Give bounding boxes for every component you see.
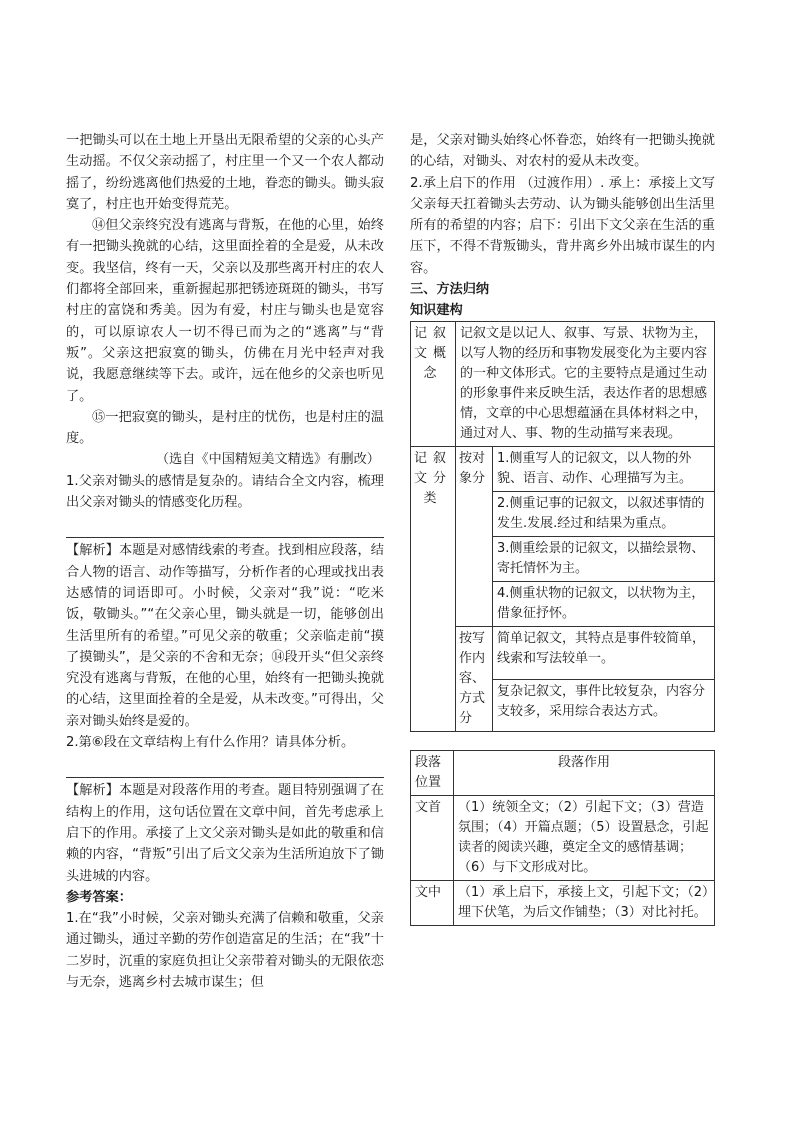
section-heading: 三、方法归纳 (410, 282, 490, 298)
divider (66, 537, 384, 538)
paragraph-continued: 一把锄头可以在土地上开垦出无限希望的父亲的心头产生动摇。不仅父亲动摇了，村庄里一个又一个农人都动摇了，纷纷逃离他们热爱的土地，眷恋的锄头。锄头寂寞了，村庄也开始变得荒芜。 (66, 133, 384, 212)
question-1: 1.父亲对锄头的感情是复杂的。请结合全文内容，梳理出父亲对锄头的情感变化历程。 (66, 473, 384, 511)
table-cell: 4.侧重状物的记叙文，以状物为主，借象征抒怀。 (493, 582, 715, 627)
table-cell: 复杂记叙文，事件比较复杂，内容分支较多，采用综合表达方式。 (493, 679, 715, 732)
right-column (410, 130, 715, 926)
analysis-2: 【解析】本题是对段落作用的考查。题目特别强调了在结构上的作用，这句话位置在文章中间，首先考虑承上启下的作用。承接了上文父亲对锄头是如此的敬重和信赖的内容，“背叛”引出了后文父亲为生活所迫放下了锄头进城的内容。 (66, 783, 384, 884)
paragraph-function-table (410, 750, 715, 926)
classification-label: 记叙文分类 (411, 447, 456, 732)
table-row (411, 627, 715, 680)
table-cell: 文首 (411, 796, 454, 881)
answer-2: 2.承上启下的作用 （过渡作用）. 承上：承接上文写父亲每天扛着锄头去劳动、认为锄头能够创出生活里所有的希望的内容；启下：引出下文父亲在生活的重压下，不得不背叛锄头，背井离乡外出城市谋生的内容。 (410, 175, 715, 276)
table-cell: 简单记叙文，其特点是事件较简单，线索和写法较单一。 (493, 627, 715, 680)
table-row (411, 322, 715, 447)
table-row (411, 796, 715, 881)
table-row (411, 447, 715, 492)
left-column (66, 130, 384, 993)
spacer (66, 513, 384, 531)
table-row (411, 881, 715, 926)
answer-1: 1.在“我”小时候，父亲对锄头充满了信赖和敬重，父亲通过锄头，通过辛勤的劳作创造富足的生活；在“我”十二岁时，沉重的家庭负担让父亲带着对锄头的无限依恋与无奈，逃离乡村去城市谋生；但 (66, 911, 384, 990)
paragraph-15: ⑮一把寂寞的锄头，是村庄的忧伤，也是村庄的温度。 (66, 409, 384, 447)
table-cell: （1）统领全文；（2）引起下文；（3）营造氛围；（4）开篇点题；（5）设置悬念，引起读者的阅读兴趣，奠定全文的感情基调；（6）与下文形成对比。 (454, 796, 715, 881)
spacer (66, 753, 384, 771)
knowledge-heading: 知识建构 (410, 303, 463, 319)
table-cell: 1.侧重写人的记叙文，以人物的外貌、语言、动作、心理描写为主。 (493, 447, 715, 492)
table-row (411, 751, 715, 796)
table-header: 段落位置 (411, 751, 454, 796)
by-content-label: 按写作内容、方式分 (456, 627, 493, 732)
table-header: 段落作用 (454, 751, 715, 796)
analysis-1: 【解析】本题是对感情线索的考查。找到相应段落，结合人物的语言、动作等描写，分析作者的心理或找出表达感情的词语即可。小时候，父亲对“我”说：“吃米饭，敬锄头。”“在父亲心里，锄头就是一切，能够创出生活里所有的希望。”可见父亲的敬重；父亲临走前“摸了摸锄头”，是父亲的不舍和无奈；⑭段开头“但父亲终究没有逃离与背叛，在他的心里，始终有一把锄头挽就的心结，这里面拴着的全是爱，从未改变。”可得出，父亲对锄头始终是爱的。 (66, 543, 384, 729)
source-citation: （选自《中国精短美文精选》有删改） (155, 452, 380, 468)
spacer (410, 732, 715, 750)
concept-text: 记叙文是以记人、叙事、写景、状物为主，以写人物的经历和事物发展变化为主要内容的一种文体形式。它的主要特点是通过生动的形象事件来反映生活，表达作者的思想感情，文章的中心思想蕴涵在具体材料之中，通过对人、事、物的生动描写来表现。 (456, 322, 715, 447)
table-cell: 文中 (411, 881, 454, 926)
narrative-concept-table (410, 321, 715, 732)
table-cell: 3.侧重绘景的记叙文，以描绘景物、寄托情怀为主。 (493, 537, 715, 582)
concept-label: 记叙文概念 (411, 322, 456, 447)
by-object-label: 按对象分 (456, 447, 493, 627)
paragraph-14: ⑭但父亲终究没有逃离与背叛，在他的心里，始终有一把锄头挽就的心结，这里面拴着的全是爱，从未改变。我坚信，终有一天，父亲以及那些离开村庄的农人们都将全部回来，重新握起那把锈迹斑斑的锄头，书写村庄的富饶和秀美。因为有爱，村庄与锄头也是宽容的，可以原谅农人一切不得已而为之的“逃离”与“背叛”。父亲这把寂寞的锄头，仿佛在月光中轻声对我说，我愿意继续等下去。或许，远在他乡的父亲也听见了。 (66, 218, 384, 404)
answer-heading: 参考答案： (66, 889, 132, 905)
question-2: 2.第⑥段在文章结构上有什么作用？请具体分析。 (66, 735, 355, 751)
table-cell: （1）承上启下，承接上文，引起下文；（2）埋下伏笔，为后文作铺垫；（3）对比衬托。 (454, 881, 715, 926)
table-cell: 2.侧重记事的记叙文，以叙述事情的发生.发展.经过和结果为重点。 (493, 492, 715, 537)
answer-1-continued: 是，父亲对锄头始终心怀眷恋，始终有一把锄头挽就的心结，对锄头、对农村的爱从未改变。 (410, 133, 715, 170)
divider (66, 777, 384, 778)
